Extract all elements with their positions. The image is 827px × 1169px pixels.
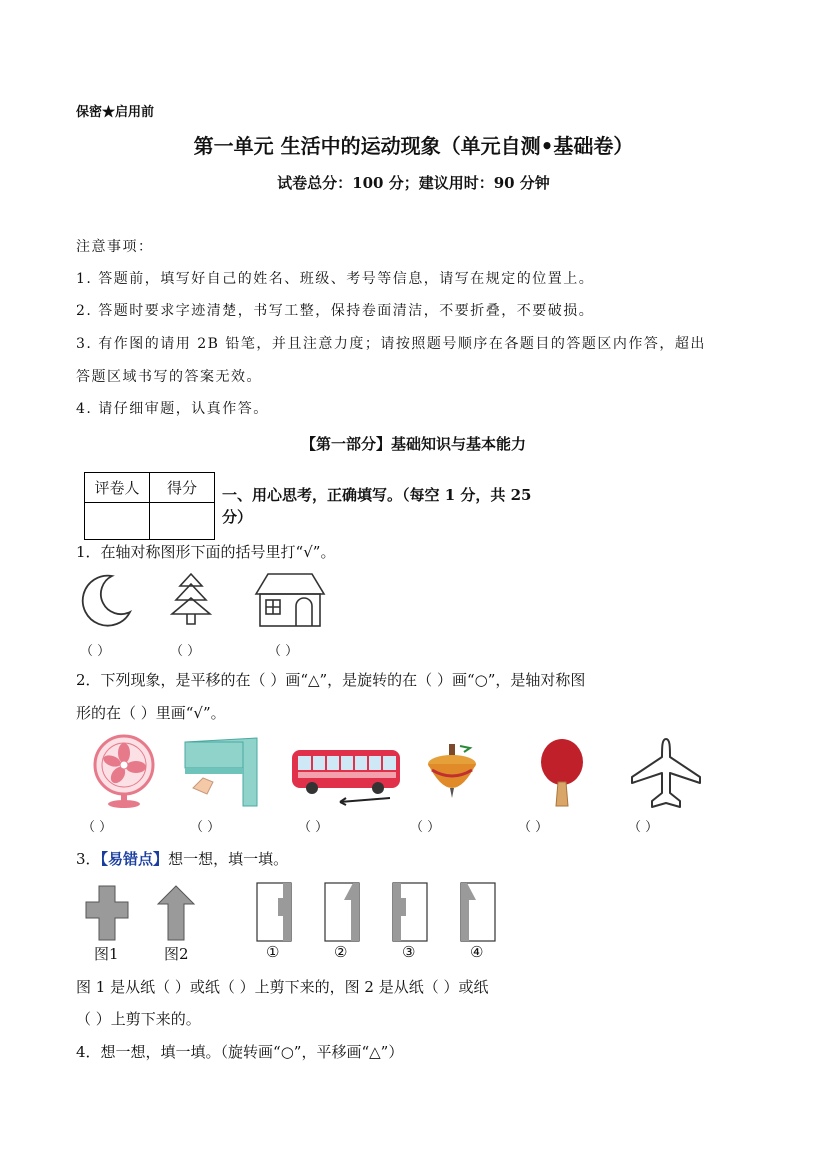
score-table-grader-header: 评卷人	[85, 473, 150, 503]
question-3-answer-line2: （ ）上剪下来的。	[76, 1010, 201, 1028]
section-title: 【第一部分】基础知识与基本能力	[300, 435, 526, 453]
note-item: 2. 答题时要求字迹清楚，书写工整，保持卷面清洁，不要折叠，不要破损。	[76, 303, 595, 319]
figure-2-arrow-icon	[156, 884, 196, 942]
answer-paren[interactable]: （ ）	[268, 644, 299, 659]
folded-paper-2-icon	[324, 882, 360, 942]
folded-paper-4-icon	[460, 882, 496, 942]
question-4-text: 4．想一想，填一填。（旋转画“○”，平移画“△”）	[76, 1043, 404, 1061]
folded-paper-3-icon	[392, 882, 428, 942]
paddle-icon	[538, 738, 586, 808]
score-table-grader-cell[interactable]	[85, 503, 150, 540]
bus-icon	[290, 746, 402, 806]
answer-paren[interactable]: （ ）	[82, 820, 113, 835]
figure-label: ①	[266, 943, 280, 961]
moon-icon	[78, 572, 134, 628]
answer-paren[interactable]: （ ）	[518, 820, 549, 835]
answer-paren[interactable]: （ ）	[628, 820, 659, 835]
folded-paper-1-icon	[256, 882, 292, 942]
note-item: 4. 请仔细审题，认真作答。	[76, 401, 269, 417]
confidential-label: 保密★启用前	[76, 105, 155, 120]
page-subtitle: 试卷总分：100 分；建议用时：90 分钟	[277, 174, 550, 192]
sliding-glass-icon	[183, 738, 259, 808]
figure-label: ③	[402, 943, 416, 961]
house-icon	[254, 572, 326, 628]
answer-paren[interactable]: （ ）	[298, 820, 329, 835]
answer-paren[interactable]: （ ）	[410, 820, 441, 835]
part1-heading: 一、用心思考，正确填写。（每空 1 分，共 25 分）	[222, 486, 532, 526]
figure-label: ②	[334, 943, 348, 961]
note-item: 3. 有作图的请用 2B 铅笔，并且注意力度；请按照题号顺序在各题目的答题区内作答，超出	[76, 336, 706, 352]
page-title: 第一单元 生活中的运动现象（单元自测•基础卷）	[193, 134, 634, 158]
notes-heading: 注意事项：	[76, 239, 154, 255]
figure-label: ④	[470, 943, 484, 961]
tree-icon	[168, 572, 214, 626]
note-item: 答题区域书写的答案无效。	[76, 369, 262, 385]
question-2-text-line2: 形的在（ ）里画“√”。	[76, 704, 226, 722]
figure-label: 图1	[94, 945, 119, 963]
spinning-top-icon	[424, 742, 480, 802]
note-item: 1. 答题前，填写好自己的姓名、班级、考号等信息，请写在规定的位置上。	[76, 271, 595, 287]
score-table	[84, 472, 215, 540]
score-table-score-cell[interactable]	[150, 503, 215, 540]
question-1-text: 1．在轴对称图形下面的括号里打“√”。	[76, 543, 336, 561]
airplane-icon	[628, 737, 704, 811]
figure-label: 图2	[164, 945, 189, 963]
question-2-text-line1: 2．下列现象，是平移的在（ ）画“△”，是旋转的在（ ）画“○”，是轴对称图	[76, 671, 586, 689]
figure-1-cross-icon	[84, 884, 130, 942]
answer-paren[interactable]: （ ）	[80, 644, 111, 659]
fan-icon	[92, 733, 156, 809]
error-prone-tag: 【易错点】	[100, 850, 169, 868]
question-3-text: 3．【易错点】想一想，填一填。	[76, 850, 289, 868]
score-table-score-header: 得分	[150, 473, 215, 503]
answer-paren[interactable]: （ ）	[190, 820, 221, 835]
question-3-answer-line1: 图 1 是从纸（ ）或纸（ ）上剪下来的，图 2 是从纸（ ）或纸	[76, 978, 489, 996]
answer-paren[interactable]: （ ）	[170, 644, 201, 659]
